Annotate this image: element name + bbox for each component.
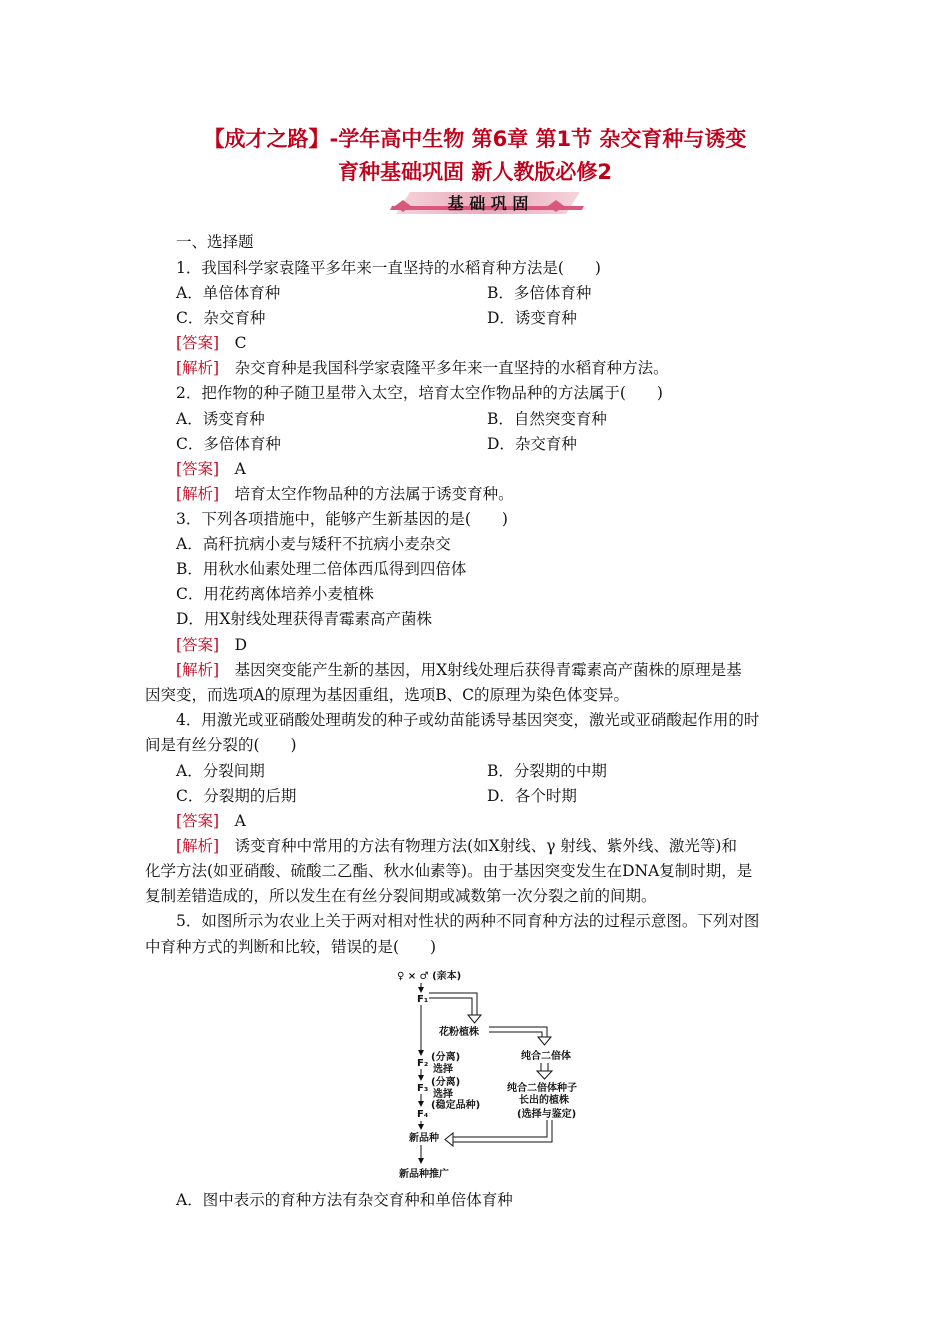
diagram-pure-seed2: 长出的植株 [519, 1095, 569, 1106]
q3-stem: 3．下列各项措施中，能够产生新基因的是( ) [176, 510, 508, 528]
q4-analysis-text1: 诱变育种中常用的方法有物理方法(如X射线、γ 射线、紫外线、激光等)和 [234, 837, 737, 855]
q4-stem-line2: 间是有丝分裂的( ) [145, 736, 297, 754]
q4-analysis-line3: 复制差错造成的，所以发生在有丝分裂间期或减数第一次分裂之前的间期。 [145, 887, 657, 905]
diagram-f2: F₂ [417, 1058, 429, 1069]
q4-option-d: D．各个时期 [487, 787, 577, 805]
diagram-pollen: 花粉植株 [439, 1027, 479, 1038]
diagram-f1: F₁ [417, 994, 429, 1005]
diagram-parents: ♀ × ♂ (亲本) [397, 971, 462, 982]
q3-answer [176, 634, 247, 656]
diagram-pure-diploid: 纯合二倍体 [521, 1051, 571, 1062]
section-heading: 一、选择题 [176, 233, 254, 251]
q2-analysis-text: 培育太空作物品种的方法属于诱变育种。 [234, 485, 514, 503]
q2-answer-value: A [234, 460, 246, 478]
diagram-separate2: (分离) [431, 1077, 461, 1088]
diagram-promote: 新品种推广 [399, 1169, 449, 1180]
q4-option-a: A．分裂间期 [176, 762, 265, 780]
hollow-arrow-diploid-seed [541, 1063, 548, 1071]
q4-answer [176, 810, 246, 832]
q2-option-d: D．杂交育种 [487, 435, 577, 453]
answer-tag: [答案] [176, 460, 220, 478]
q2-stem: 2．把作物的种子随卫星带入太空，培育太空作物品种的方法属于( ) [176, 384, 663, 402]
analysis-tag: [解析] [176, 837, 220, 855]
q1-option-c: C．杂交育种 [176, 309, 266, 327]
analysis-tag: [解析] [176, 661, 220, 679]
q1-analysis-text: 杂交育种是我国科学家袁隆平多年来一直坚持的水稻育种方法。 [234, 359, 669, 377]
q1-option-b: B．多倍体育种 [487, 284, 592, 302]
answer-tag: [答案] [176, 636, 220, 654]
diagram-f3: F₃ [417, 1083, 429, 1094]
diagram-new-variety: 新品种 [409, 1133, 439, 1144]
page-title-line1: 【成才之路】-学年高中生物 第6章 第1节 杂交育种与诱变 [203, 127, 747, 151]
analysis-tag: [解析] [176, 359, 220, 377]
q3-option-d: D．用X射线处理获得青霉素高产菌株 [176, 610, 432, 628]
diagram-stable: (稳定品种) [431, 1100, 481, 1111]
diagram-pure-seed1: 纯合二倍体种子 [507, 1083, 577, 1094]
section-banner [388, 192, 588, 222]
q4-option-c: C．分裂期的后期 [176, 787, 297, 805]
breeding-diagram [395, 965, 610, 1183]
hollow-arrow-to-new-variety [453, 1120, 547, 1137]
q1-stem: 1．我国科学家袁隆平多年来一直坚持的水稻育种方法是( ) [176, 259, 601, 277]
q4-analysis-line1 [176, 835, 737, 857]
q1-answer [176, 332, 247, 354]
q4-answer-value: A [234, 812, 246, 830]
q1-analysis [176, 357, 669, 379]
diagram-f4: F₄ [417, 1109, 429, 1120]
q5-stem-line1: 5．如图所示为农业上关于两对相对性状的两种不同育种方法的过程示意图。下列对图 [176, 912, 760, 930]
banner-label: 基 础 巩 固 [447, 194, 529, 213]
diagram-select1: 选择 [433, 1064, 453, 1075]
q3-analysis-line1 [176, 659, 742, 681]
q1-answer-value: C [234, 334, 247, 352]
q2-answer [176, 458, 246, 480]
analysis-tag: [解析] [176, 485, 220, 503]
q1-option-d: D．诱变育种 [487, 309, 577, 327]
q3-option-c: C．用花药离体培养小麦植株 [176, 585, 374, 603]
q2-option-a: A．诱变育种 [176, 410, 265, 428]
diagram-separate1: (分离) [431, 1052, 461, 1063]
diagram-select-identify: (选择与鉴定) [517, 1109, 577, 1120]
answer-tag: [答案] [176, 812, 220, 830]
hollow-arrow-f1-pollen [429, 993, 477, 1015]
q3-option-a: A．高秆抗病小麦与矮秆不抗病小麦杂交 [176, 535, 451, 553]
q3-answer-value: D [234, 636, 248, 654]
q3-option-b: B．用秋水仙素处理二倍体西瓜得到四倍体 [176, 560, 467, 578]
q1-option-a: A．单倍体育种 [176, 284, 281, 302]
q4-option-b: B．分裂期的中期 [487, 762, 607, 780]
diagram-select2: 选择 [433, 1089, 453, 1100]
answer-tag: [答案] [176, 334, 220, 352]
q2-analysis [176, 483, 514, 505]
q2-option-b: B．自然突变育种 [487, 410, 607, 428]
q5-stem-line2: 中育种方式的判断和比较，错误的是( ) [145, 938, 437, 956]
page-title-line2: 育种基础巩固 新人教版必修2 [338, 160, 612, 184]
q5-option-a: A．图中表示的育种方法有杂交育种和单倍体育种 [176, 1191, 513, 1209]
q4-stem-line1: 4．用激光或亚硝酸处理萌发的种子或幼苗能诱导基因突变，激光或亚硝酸起作用的时 [176, 711, 760, 729]
q2-option-c: C．多倍体育种 [176, 435, 281, 453]
q3-analysis-text1: 基因突变能产生新的基因，用X射线处理后获得青霉素高产菌株的原理是基 [234, 661, 742, 679]
q3-analysis-line2: 因突变，而选项A的原理为基因重组，选项B、C的原理为染色体变异。 [145, 686, 629, 704]
q4-analysis-line2: 化学方法(如亚硝酸、硫酸二乙酯、秋水仙素等)。由于基因突变发生在DNA复制时期，是 [145, 862, 753, 880]
